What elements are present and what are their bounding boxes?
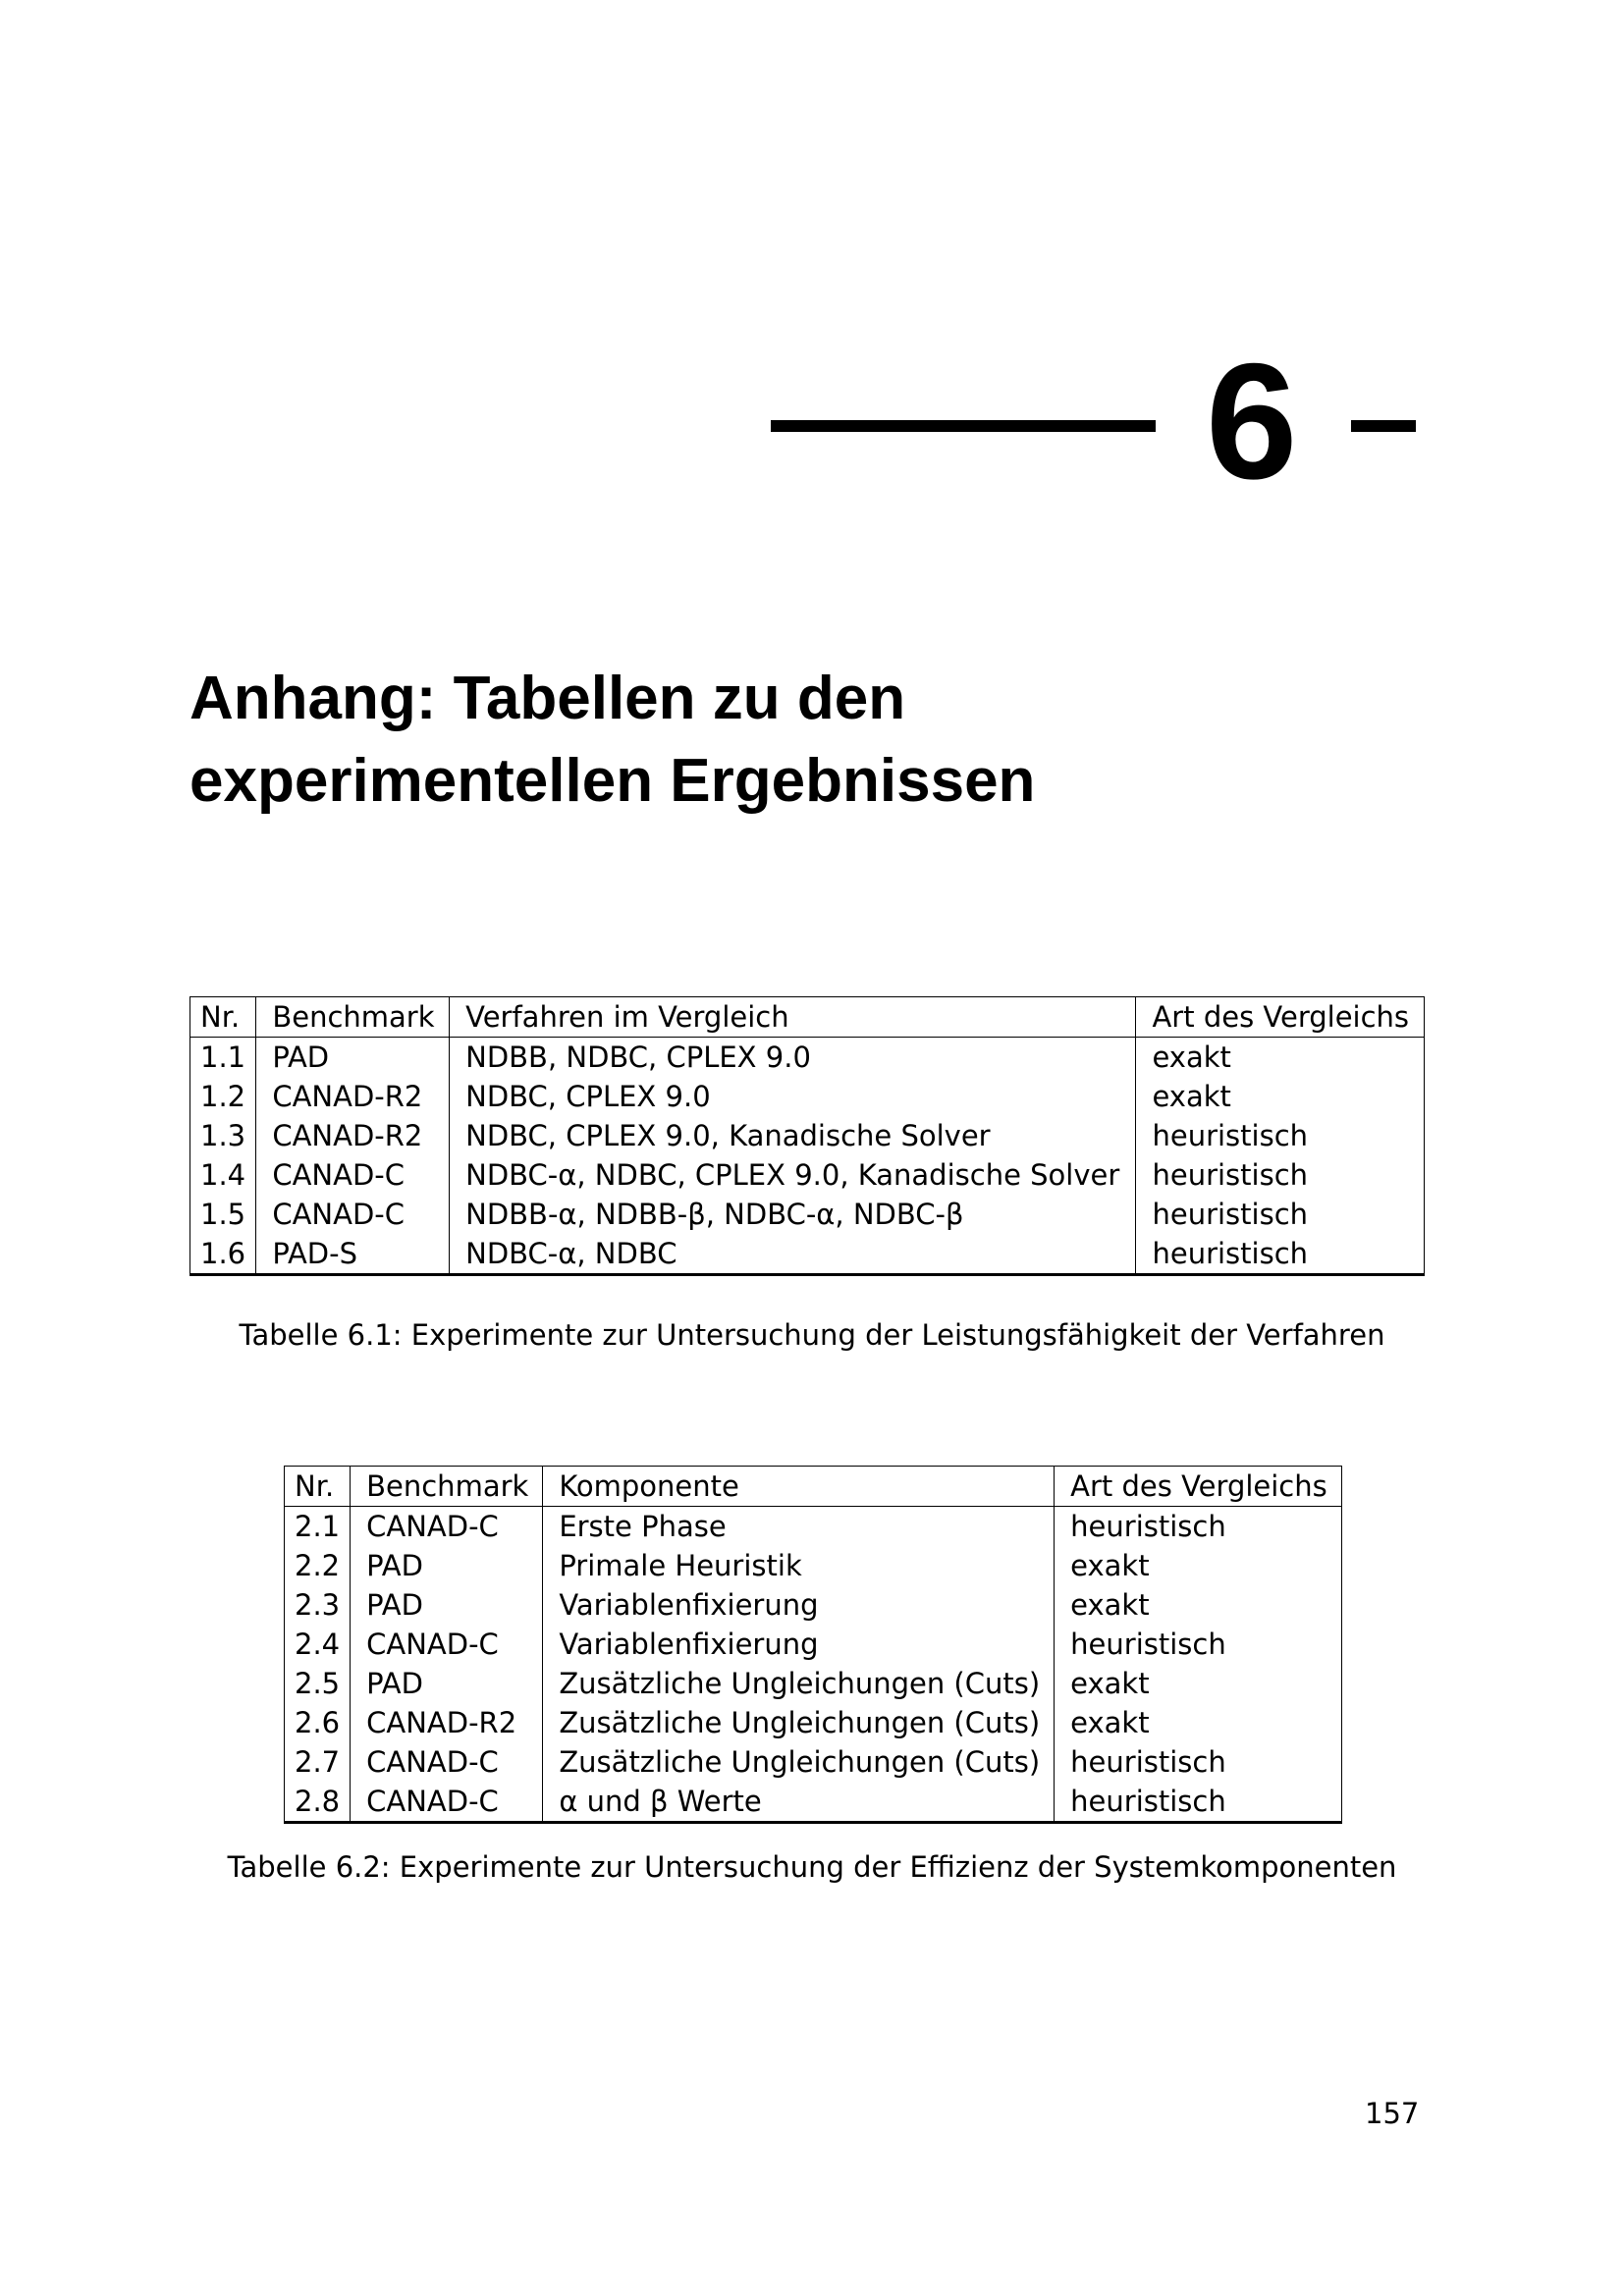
table-experiments-components <box>284 1466 1342 1824</box>
table-cell: 1.1 <box>190 1038 256 1078</box>
table-cell: exakt <box>1136 1038 1425 1078</box>
table-row <box>190 1038 1425 1078</box>
table-row <box>190 1155 1425 1195</box>
table-header-row <box>190 997 1425 1038</box>
table-cell: NDBC-α, NDBC, CPLEX 9.0, Kanadische Solver <box>450 1155 1136 1195</box>
table-cell: 2.2 <box>285 1546 351 1585</box>
table-cell: exakt <box>1055 1703 1342 1742</box>
table-header-row <box>285 1467 1342 1507</box>
table-cell: CANAD-C <box>256 1155 450 1195</box>
table-cell: exakt <box>1136 1077 1425 1116</box>
table-cell: heuristisch <box>1055 1742 1342 1782</box>
table-cell: heuristisch <box>1136 1155 1425 1195</box>
chapter-dash <box>1351 420 1416 432</box>
chapter-number: 6 <box>1206 329 1298 513</box>
page-number: 157 <box>1365 2097 1420 2130</box>
table-cell: 2.8 <box>285 1782 351 1823</box>
table-cell: PAD <box>351 1546 543 1585</box>
table-cell: 2.1 <box>285 1507 351 1547</box>
table-cell: heuristisch <box>1136 1195 1425 1234</box>
column-header: Benchmark <box>256 997 450 1038</box>
table-cell: 1.6 <box>190 1234 256 1275</box>
table-cell: CANAD-R2 <box>256 1077 450 1116</box>
table-row <box>285 1742 1342 1782</box>
table-cell: Zusätzliche Ungleichungen (Cuts) <box>543 1742 1055 1782</box>
column-header: Verfahren im Vergleich <box>450 997 1136 1038</box>
table-cell: CANAD-R2 <box>256 1116 450 1155</box>
table2-caption: Tabelle 6.2: Experimente zur Untersuchung der Effizienz der Systemkomponenten <box>227 1850 1397 1884</box>
column-header: Benchmark <box>351 1467 543 1507</box>
chapter-title <box>189 658 1035 823</box>
table-cell: 2.6 <box>285 1703 351 1742</box>
table-cell: Variablenfixierung <box>543 1585 1055 1625</box>
table-row <box>285 1625 1342 1664</box>
table-row <box>190 1116 1425 1155</box>
table-cell: heuristisch <box>1055 1782 1342 1823</box>
table-cell: exakt <box>1055 1664 1342 1703</box>
table-row <box>285 1507 1342 1547</box>
table-cell: Zusätzliche Ungleichungen (Cuts) <box>543 1664 1055 1703</box>
chapter-rule <box>771 420 1156 432</box>
table-cell: 2.7 <box>285 1742 351 1782</box>
table-cell: 1.3 <box>190 1116 256 1155</box>
table-row <box>285 1664 1342 1703</box>
table-cell: 1.2 <box>190 1077 256 1116</box>
table-experiments-performance <box>189 996 1425 1276</box>
table-cell: exakt <box>1055 1585 1342 1625</box>
table-cell: heuristisch <box>1055 1625 1342 1664</box>
column-header: Art des Vergleichs <box>1055 1467 1342 1507</box>
table-cell: CANAD-R2 <box>351 1703 543 1742</box>
table-cell: 2.5 <box>285 1664 351 1703</box>
column-header: Nr. <box>285 1467 351 1507</box>
table-row <box>285 1703 1342 1742</box>
chapter-title-line2: experimentellen Ergebnissen <box>189 747 1036 815</box>
table-cell: heuristisch <box>1055 1507 1342 1547</box>
table-row <box>285 1585 1342 1625</box>
table-cell: 2.4 <box>285 1625 351 1664</box>
table-row <box>190 1077 1425 1116</box>
table1-caption: Tabelle 6.1: Experimente zur Untersuchung der Leistungsfähigkeit der Verfahren <box>239 1318 1385 1352</box>
table-cell: NDBC, CPLEX 9.0 <box>450 1077 1136 1116</box>
table-cell: NDBC-α, NDBC <box>450 1234 1136 1275</box>
table-cell: NDBB, NDBC, CPLEX 9.0 <box>450 1038 1136 1078</box>
table-cell: PAD-S <box>256 1234 450 1275</box>
table-cell: CANAD-C <box>351 1782 543 1823</box>
table-cell: NDBB-α, NDBB-β, NDBC-α, NDBC-β <box>450 1195 1136 1234</box>
table-cell: PAD <box>351 1664 543 1703</box>
table-cell: α und β Werte <box>543 1782 1055 1823</box>
table-cell: Erste Phase <box>543 1507 1055 1547</box>
table-cell: Zusätzliche Ungleichungen (Cuts) <box>543 1703 1055 1742</box>
table-cell: Primale Heuristik <box>543 1546 1055 1585</box>
column-header: Art des Vergleichs <box>1136 997 1425 1038</box>
column-header: Komponente <box>543 1467 1055 1507</box>
table-row <box>190 1195 1425 1234</box>
table-cell: 1.4 <box>190 1155 256 1195</box>
table-cell: CANAD-C <box>256 1195 450 1234</box>
table-cell: 1.5 <box>190 1195 256 1234</box>
table-cell: heuristisch <box>1136 1116 1425 1155</box>
table-cell: PAD <box>351 1585 543 1625</box>
table-row <box>285 1782 1342 1823</box>
table-cell: PAD <box>256 1038 450 1078</box>
table-cell: CANAD-C <box>351 1742 543 1782</box>
table-cell: heuristisch <box>1136 1234 1425 1275</box>
column-header: Nr. <box>190 997 256 1038</box>
table-cell: CANAD-C <box>351 1625 543 1664</box>
table-cell: NDBC, CPLEX 9.0, Kanadische Solver <box>450 1116 1136 1155</box>
table-cell: 2.3 <box>285 1585 351 1625</box>
table-cell: Variablenfixierung <box>543 1625 1055 1664</box>
table-cell: CANAD-C <box>351 1507 543 1547</box>
table-row <box>190 1234 1425 1275</box>
chapter-title-line1: Anhang: Tabellen zu den <box>189 665 906 732</box>
table-cell: exakt <box>1055 1546 1342 1585</box>
table-row <box>285 1546 1342 1585</box>
